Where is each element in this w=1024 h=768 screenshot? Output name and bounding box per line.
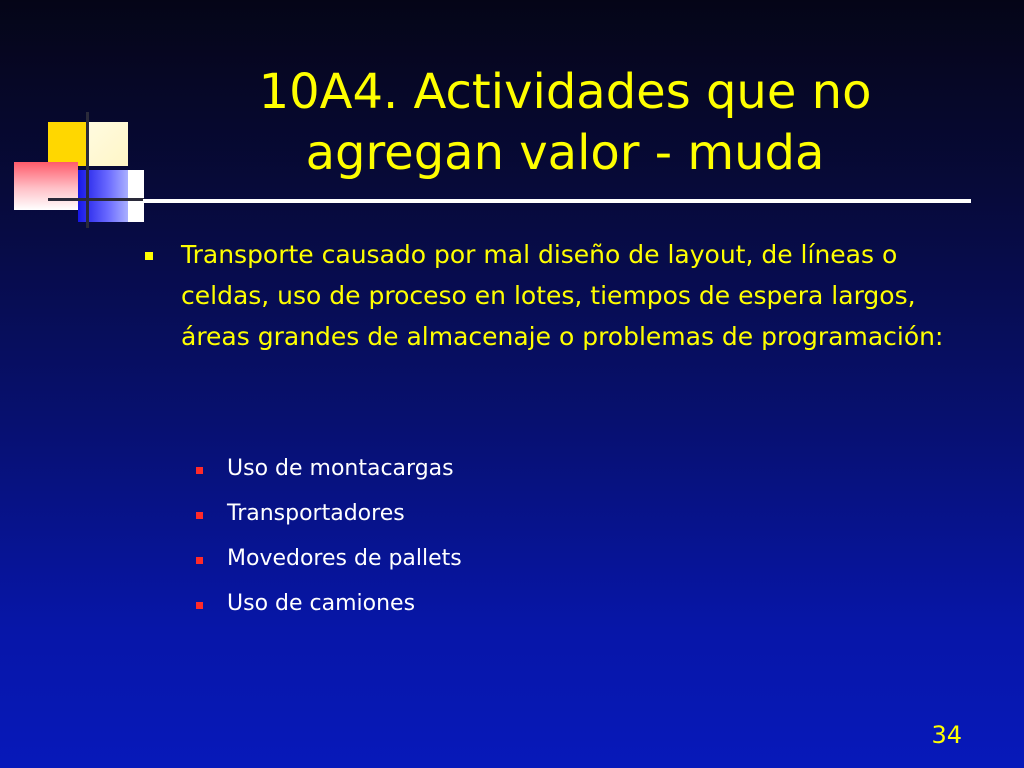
horizontal-decor-line: [48, 198, 144, 201]
yellow-square: [48, 122, 88, 166]
sub-bullet-text: Movedores de pallets: [227, 546, 462, 571]
red-square-bullet-icon: [196, 557, 203, 564]
title-divider: [143, 199, 971, 203]
sub-bullet-item: [196, 452, 796, 492]
sub-bullet-item: [196, 542, 796, 582]
decorative-squares-logo: [0, 0, 160, 240]
white-square: [128, 170, 144, 222]
slide-title: 10A4. Actividades que no agregan valor - muda: [258, 64, 872, 181]
vertical-decor-line: [86, 112, 89, 228]
sub-bullet-item: [196, 587, 796, 627]
sub-bullet-item: [196, 497, 796, 537]
light-yellow-square: [88, 122, 128, 166]
red-gradient-square: [14, 162, 78, 210]
sub-bullet-text: Uso de camiones: [227, 591, 416, 616]
red-square-bullet-icon: [196, 512, 203, 519]
slide-number: 34: [931, 721, 962, 749]
sub-bullet-text: Transportadores: [227, 501, 405, 526]
red-square-bullet-icon: [196, 467, 203, 474]
square-bullet-icon: [145, 252, 153, 260]
sub-bullet-text: Uso de montacargas: [227, 456, 454, 481]
main-bullet-text: Transporte causado por mal diseño de layout, de líneas o celdas, uso de proceso en lotes, tiempos de espera largos, áreas grandes de almacenaje o problemas de programación:: [181, 240, 944, 351]
red-square-bullet-icon: [196, 602, 203, 609]
